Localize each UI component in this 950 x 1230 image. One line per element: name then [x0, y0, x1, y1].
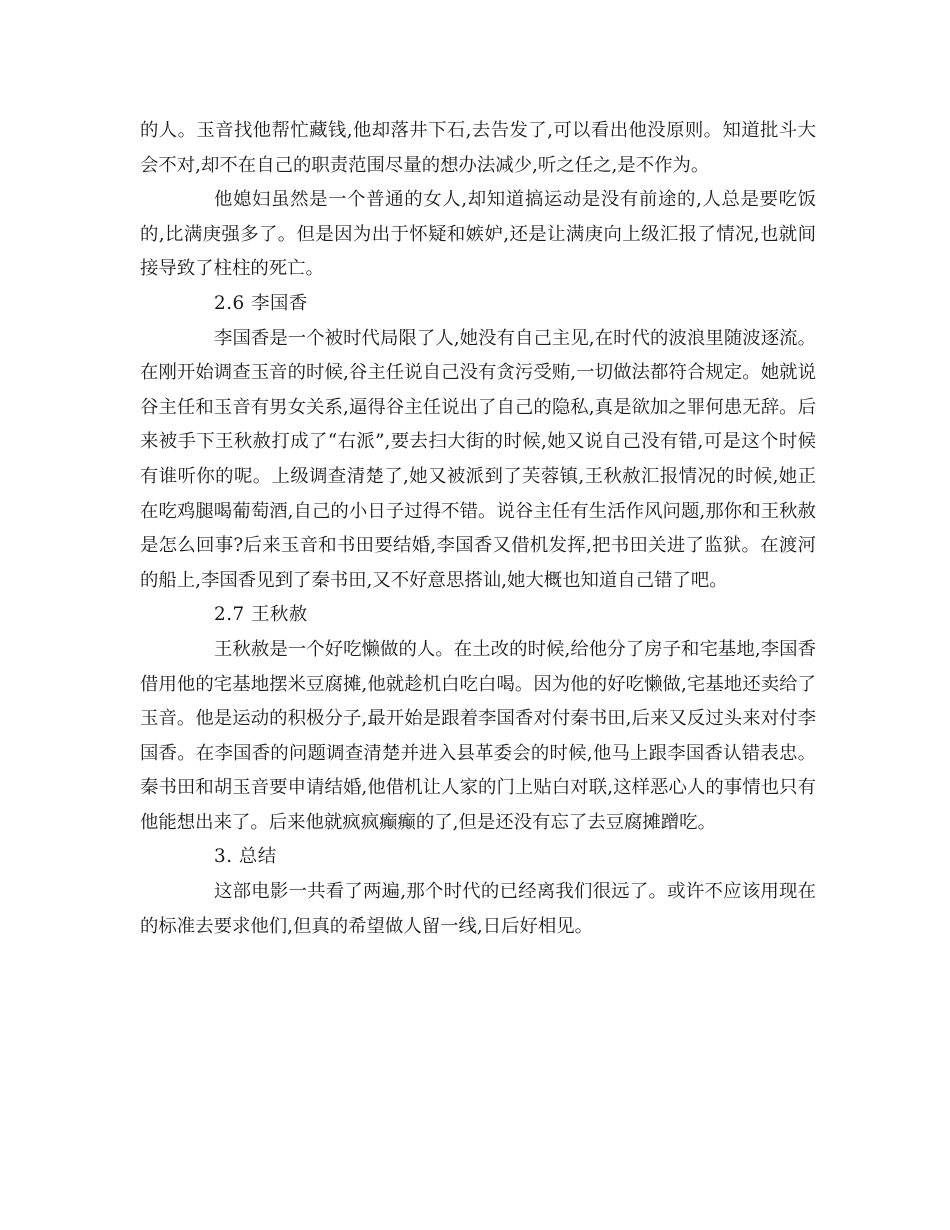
- paragraph-wife: 他媳妇虽然是一个普通的女人,却知道搞运动是没有前途的,人总是要吃饭的,比满庚强多了。但是因为出于怀疑和嫉妒,还是让满庚向上级汇报了情况,也就间接导致了柱柱的死亡。: [140, 189, 816, 280]
- section-heading-3: 3. 总结: [214, 846, 277, 868]
- paragraph-continuation: 的人。玉音找他帮忙藏钱,他却落井下石,去告发了,可以看出他没原则。知道批斗大会不对,却不在自己的职责范围尽量的想办法减少,听之任之,是不作为。: [140, 120, 816, 176]
- section-heading-2-6: 2.6 李国香: [214, 292, 308, 314]
- section-heading-2-7: 2.7 王秋赦: [214, 604, 308, 626]
- document-body: [140, 114, 816, 944]
- paragraph-summary: 这部电影一共看了两遍,那个时代的已经离我们很远了。或许不应该用现在的标准去要求他们,但真的希望做人留一线,日后好相见。: [140, 881, 816, 937]
- paragraph-li-guoxiang: 李国香是一个被时代局限了人,她没有自己主见,在时代的波浪里随波逐流。在刚开始调查玉音的时候,谷主任说自己没有贪污受贿,一切做法都符合规定。她就说谷主任和玉音有男女关系,逼得谷主任说出了自己的隐私,真是欲加之罪何患无辞。后来被手下王秋赦打成了“右派”,要去扫大街的时候,她又说自己没有错,可是这个时候有谁听你的呢。上级调查清楚了,她又被派到了芙蓉镇,王秋赦汇报情况的时候,她正在吃鸡腿喝葡萄酒,自己的小日子过得不错。说谷主任有生活作风问题,那你和王秋赦是怎么回事?后来玉音和书田要结婚,李国香又借机发挥,把书田关进了监狱。在渡河的船上,李国香见到了秦书田,又不好意思搭讪,她大概也知道自己错了吧。: [140, 327, 816, 591]
- paragraph-wang-qiushe: 王秋赦是一个好吃懒做的人。在土改的时候,给他分了房子和宅基地,李国香借用他的宅基地摆米豆腐摊,他就趁机白吃白喝。因为他的好吃懒做,宅基地还卖给了玉音。他是运动的积极分子,最开始是跟着李国香对付秦书田,后来又反过头来对付李国香。在李国香的问题调查清楚并进入县革委会的时候,他马上跟李国香认错表忠。秦书田和胡玉音要申请结婚,他借机让人家的门上贴白对联,这样恶心人的事情也只有他能想出来了。后来他就疯疯癫癫的了,但是还没有忘了去豆腐摊蹭吃。: [140, 638, 816, 833]
